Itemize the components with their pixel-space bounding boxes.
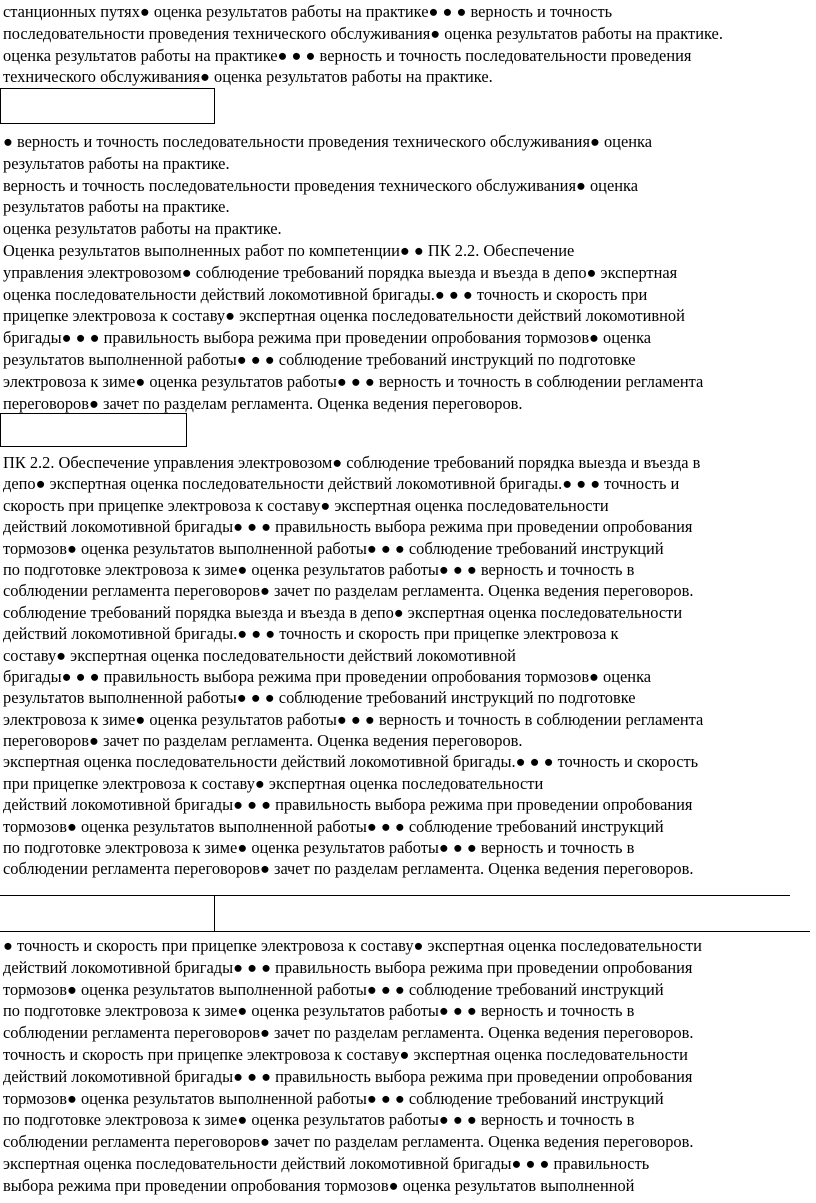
text-line: соблюдение требований порядка выезда и въезда в депо● экспертная оценка последовательности xyxy=(3,602,683,622)
table-rule xyxy=(0,931,810,932)
text-line: действий локомотивной бригады● ● ● правильность выбора режима при проведении опробования xyxy=(3,517,693,537)
text-line: станционных путях● оценка результатов работы на практике● ● ● верность и точность xyxy=(3,2,613,21)
text-line: бригады● ● ● правильность выбора режима при проведении опробования тормозов● оценка xyxy=(3,328,652,348)
text-line: результатов работы на практике. xyxy=(3,153,230,173)
text-block-1 xyxy=(3,1,809,88)
text-line: ● точность и скорость при прицепке электровоза к составу● экспертная оценка последовательности xyxy=(3,936,702,955)
text-line: тормозов● оценка результатов выполненной работы● ● ● соблюдение требований инструкций xyxy=(3,1088,664,1108)
text-line: переговоров● зачет по разделам регламента. Оценка ведения переговоров. xyxy=(3,393,523,413)
text-block-3 xyxy=(3,452,809,880)
text-line: Оценка результатов выполненных работ по компетенции● ● ПК 2.2. Обеспечение xyxy=(3,240,575,260)
text-line: выбора режима при проведении опробования тормозов● оценка результатов выполненной xyxy=(3,1175,635,1195)
text-line: результатов выполненной работы● ● ● соблюдение требований инструкций по подготовке xyxy=(3,688,636,708)
text-line: составу● экспертная оценка последовательности действий локомотивной xyxy=(3,645,516,665)
text-line: тормозов● оценка результатов выполненной работы● ● ● соблюдение требований инструкций xyxy=(3,979,664,999)
text-line: оценка результатов работы на практике● ● ● верность и точность последовательности проведения xyxy=(3,45,692,65)
text-line: результатов выполненной работы● ● ● соблюдение требований инструкций по подготовке xyxy=(3,349,636,369)
text-block-4 xyxy=(3,935,809,1197)
text-line: ● верность и точность последовательности проведения технического обслуживания● оценка xyxy=(3,132,652,151)
text-line: при прицепке электровоза к составу● экспертная оценка последовательности xyxy=(3,773,544,793)
text-line: действий локомотивной бригады.● ● ● точность и скорость при прицепке электровоза к xyxy=(3,624,619,644)
table-rule xyxy=(0,895,790,896)
text-line: скорость при прицепке электровоза к составу● экспертная оценка последовательности xyxy=(3,495,609,515)
empty-table-cell xyxy=(0,413,187,447)
text-line: точность и скорость при прицепке электровоза к составу● экспертная оценка последовательности xyxy=(3,1044,688,1064)
table-divider xyxy=(214,895,215,931)
text-line: ПК 2.2. Обеспечение управления электровозом● соблюдение требований порядка выезда и въезда в xyxy=(3,453,701,472)
text-line: результатов работы на практике. xyxy=(3,197,230,217)
text-line: по подготовке электровоза к зиме● оценка результатов работы● ● ● верность и точность в xyxy=(3,1001,635,1021)
text-line: по подготовке электровоза к зиме● оценка результатов работы● ● ● верность и точность в xyxy=(3,838,635,858)
text-line: действий локомотивной бригады● ● ● правильность выбора режима при проведении опробования xyxy=(3,1066,693,1086)
text-line: экспертная оценка последовательности действий локомотивной бригады.● ● ● точность и скорость xyxy=(3,752,699,772)
text-line: переговоров● зачет по разделам регламента. Оценка ведения переговоров. xyxy=(3,731,523,751)
text-line: электровоза к зиме● оценка результатов работы● ● ● верность и точность в соблюдении регламента xyxy=(3,371,704,391)
empty-table-cell xyxy=(0,88,215,124)
text-line: тормозов● оценка результатов выполненной работы● ● ● соблюдение требований инструкций xyxy=(3,816,664,836)
text-line: экспертная оценка последовательности действий локомотивной бригады● ● ● правильность xyxy=(3,1153,650,1173)
text-line: действий локомотивной бригады● ● ● правильность выбора режима при проведении опробования xyxy=(3,795,693,815)
text-line: оценка результатов работы на практике. xyxy=(3,219,282,239)
text-line: технического обслуживания● оценка результатов работы на практике. xyxy=(3,67,493,87)
text-block-2 xyxy=(3,131,809,414)
text-line: соблюдении регламента переговоров● зачет по разделам регламента. Оценка ведения переговоров. xyxy=(3,1023,694,1043)
text-line: бригады● ● ● правильность выбора режима при проведении опробования тормозов● оценка xyxy=(3,666,652,686)
text-line: соблюдении регламента переговоров● зачет по разделам регламента. Оценка ведения переговоров. xyxy=(3,859,694,879)
text-line: последовательности проведения технического обслуживания● оценка результатов работы на практике. xyxy=(3,23,723,43)
text-line: действий локомотивной бригады● ● ● правильность выбора режима при проведении опробования xyxy=(3,957,693,977)
text-line: оценка последовательности действий локомотивной бригады.● ● ● точность и скорость при xyxy=(3,284,648,304)
text-line: прицепке электровоза к составу● экспертная оценка последовательности действий локомотивной xyxy=(3,306,685,326)
text-line: по подготовке электровоза к зиме● оценка результатов работы● ● ● верность и точность в xyxy=(3,559,635,579)
text-line: соблюдении регламента переговоров● зачет по разделам регламента. Оценка ведения переговоров. xyxy=(3,1132,694,1152)
text-line: управления электровозом● соблюдение требований порядка выезда и въезда в депо● экспертная xyxy=(3,262,678,282)
text-line: верность и точность последовательности проведения технического обслуживания● оценка xyxy=(3,175,638,195)
text-line: депо● экспертная оценка последовательности действий локомотивной бригады.● ● ● точность и xyxy=(3,474,680,494)
text-line: электровоза к зиме● оценка результатов работы● ● ● верность и точность в соблюдении регламента xyxy=(3,709,704,729)
text-line: тормозов● оценка результатов выполненной работы● ● ● соблюдение требований инструкций xyxy=(3,538,664,558)
text-line: соблюдении регламента переговоров● зачет по разделам регламента. Оценка ведения переговоров. xyxy=(3,581,694,601)
text-line: по подготовке электровоза к зиме● оценка результатов работы● ● ● верность и точность в xyxy=(3,1110,635,1130)
